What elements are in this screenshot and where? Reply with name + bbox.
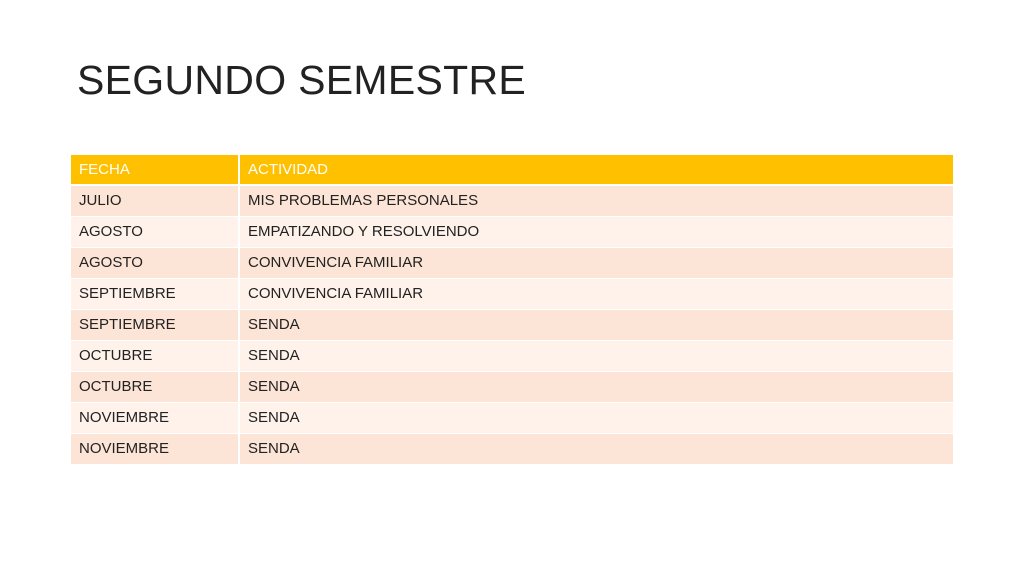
cell-fecha: SEPTIEMBRE	[71, 278, 239, 309]
table-row	[71, 309, 953, 340]
table-row	[71, 216, 953, 247]
cell-actividad: CONVIVENCIA FAMILIAR	[239, 247, 953, 278]
cell-actividad: CONVIVENCIA FAMILIAR	[239, 278, 953, 309]
table-row	[71, 340, 953, 371]
cell-actividad: SENDA	[239, 309, 953, 340]
table-row	[71, 185, 953, 216]
cell-actividad: SENDA	[239, 340, 953, 371]
table-row	[71, 247, 953, 278]
table-row	[71, 371, 953, 402]
cell-fecha: AGOSTO	[71, 216, 239, 247]
table-row	[71, 278, 953, 309]
cell-fecha: OCTUBRE	[71, 371, 239, 402]
table-row	[71, 433, 953, 464]
cell-actividad: SENDA	[239, 371, 953, 402]
cell-fecha: AGOSTO	[71, 247, 239, 278]
cell-fecha: JULIO	[71, 185, 239, 216]
cell-actividad: SENDA	[239, 402, 953, 433]
cell-actividad: SENDA	[239, 433, 953, 464]
header-fecha: FECHA	[71, 155, 239, 185]
schedule-table	[71, 155, 953, 465]
table-header-row	[71, 155, 953, 185]
cell-fecha: NOVIEMBRE	[71, 433, 239, 464]
cell-actividad: MIS PROBLEMAS PERSONALES	[239, 185, 953, 216]
cell-fecha: SEPTIEMBRE	[71, 309, 239, 340]
cell-fecha: OCTUBRE	[71, 340, 239, 371]
header-actividad: ACTIVIDAD	[239, 155, 953, 185]
cell-fecha: NOVIEMBRE	[71, 402, 239, 433]
slide-title: SEGUNDO SEMESTRE	[77, 57, 527, 103]
cell-actividad: EMPATIZANDO Y RESOLVIENDO	[239, 216, 953, 247]
table-row	[71, 402, 953, 433]
